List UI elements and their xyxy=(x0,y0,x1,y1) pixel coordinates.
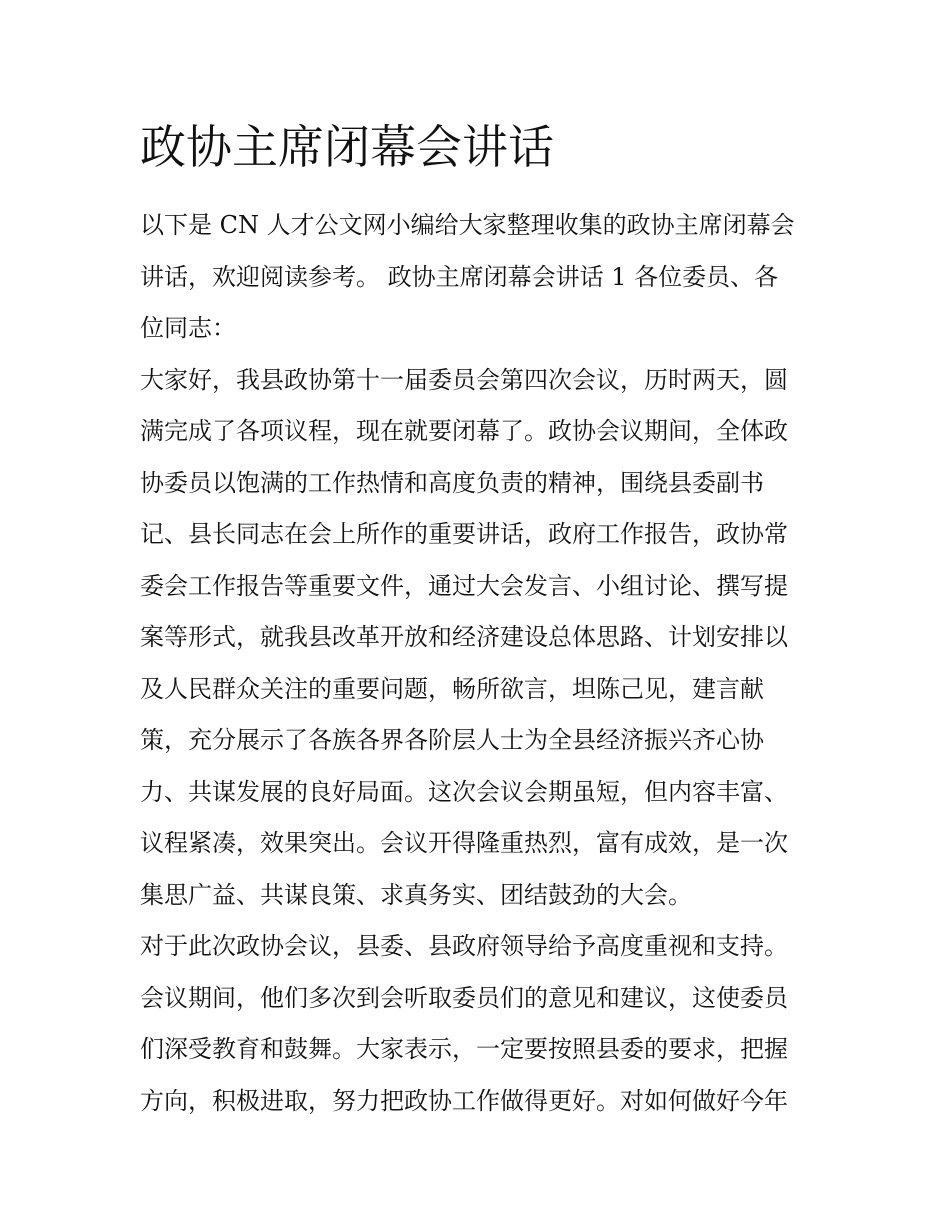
body-line: 方向，积极进取，努力把政协工作做得更好。对如何做好今年 xyxy=(140,1086,788,1115)
body-line: 记、县长同志在会上所作的重要讲话，政府工作报告，政协常 xyxy=(140,520,788,548)
body-line: 及人民群众关注的重要问题，畅所欲言，坦陈己见，建言献 xyxy=(140,674,764,703)
body-line: 议程紧凑，效果突出。会议开得隆重热烈，富有成效，是一次 xyxy=(140,829,788,857)
document-body xyxy=(140,200,820,1127)
document-title: 政协主席闭幕会讲话 xyxy=(140,120,554,174)
body-line: 以下是 CN 人才公文网小编给大家整理收集的政协主席闭幕会 xyxy=(140,211,795,239)
body-line: 位同志： xyxy=(140,314,236,342)
body-line: 会议期间，他们多次到会听取委员们的意见和建议，这使委员 xyxy=(140,983,788,1012)
body-line: 案等形式，就我县改革开放和经济建设总体思路、计划安排以 xyxy=(140,623,788,651)
body-line: 集思广益、共谋良策、求真务实、团结鼓劲的大会。 xyxy=(140,880,692,909)
body-line: 协委员以饱满的工作热情和高度负责的精神，围绕县委副书 xyxy=(140,468,764,497)
body-line: 委会工作报告等重要文件，通过大会发言、小组讨论、撰写提 xyxy=(140,571,788,600)
body-line: 大家好，我县政协第十一届委员会第四次会议，历时两天，圆 xyxy=(140,365,788,394)
body-line: 们深受教育和鼓舞。大家表示，一定要按照县委的要求，把握 xyxy=(140,1035,788,1063)
body-line: 对于此次政协会议，县委、县政府领导给予高度重视和支持。 xyxy=(140,932,788,960)
body-line: 力、共谋发展的良好局面。这次会议会期虽短，但内容丰富、 xyxy=(140,777,788,806)
body-line: 策，充分展示了各族各界各阶层人士为全县经济振兴齐心协 xyxy=(140,726,764,754)
body-line: 满完成了各项议程，现在就要闭幕了。政协会议期间，全体政 xyxy=(140,417,788,445)
body-line: 讲话，欢迎阅读参考。 政协主席闭幕会讲话 1 各位委员、各 xyxy=(140,262,779,291)
